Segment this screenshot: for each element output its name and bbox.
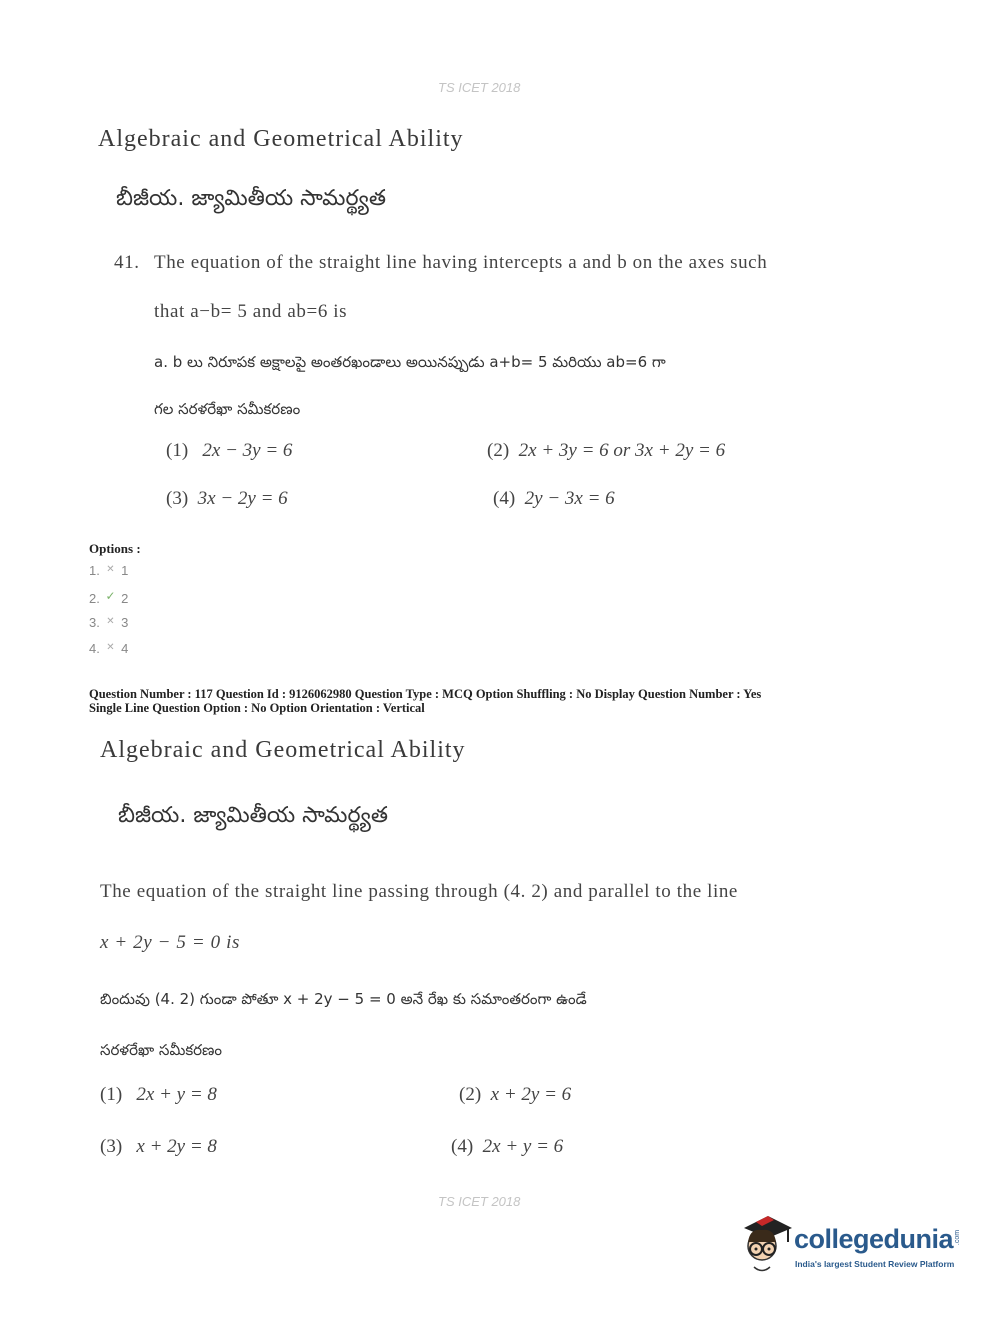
option-number: 3. (89, 615, 100, 630)
question-meta-line1: Question Number : 117 Question Id : 9126062980 Question Type : MCQ Option Shuffling : No Display Question Number : Yes (89, 687, 762, 701)
question2-text-line1: The equation of the straight line passing through (4. 2) and parallel to the line (100, 881, 738, 902)
choice-label: (4) (493, 488, 516, 509)
choice-label: (2) (459, 1084, 482, 1105)
option-value: 2 (121, 591, 129, 606)
logo-wordmark: collegedunia (794, 1224, 954, 1254)
option-number: 2. (89, 591, 100, 606)
question2-text-telugu-line1: బిందువు (4. 2) గుండా పోతూ x + 2y − 5 = 0 అనే రేఖ కు సమాంతరంగా ఉండే (100, 990, 587, 1008)
question-text-telugu-line2: గల సరళరేఖా సమీకరణం (154, 400, 301, 418)
choice-expr: 2x + y = 6 (482, 1136, 564, 1157)
option-value: 1 (121, 563, 129, 578)
check-mark-icon: ✓ (105, 589, 116, 603)
choice-label: (3) (166, 488, 189, 509)
choice-expr: 2x − 3y = 6 (202, 440, 293, 461)
collegedunia-logo[interactable] (734, 1212, 964, 1280)
choice-expr: 2x + y = 8 (136, 1084, 217, 1105)
student-mascot-icon (734, 1212, 792, 1278)
watermark-bottom: TS ICET 2018 (438, 1194, 521, 1209)
options-label: Options : (89, 541, 141, 556)
option-row-2 (89, 589, 128, 606)
choice-1 (166, 440, 292, 462)
section-title: Algebraic and Geometrical Ability (98, 126, 464, 152)
question2-text-telugu-line2: సరళరేఖా సమీకరణం (100, 1041, 223, 1059)
option-number: 4. (89, 641, 100, 656)
choice-label: (1) (166, 440, 189, 461)
choice-expr: 3x − 2y = 6 (197, 488, 288, 509)
q2-choice-4 (451, 1136, 563, 1158)
choice-label: (3) (100, 1136, 123, 1157)
option-row-4 (89, 641, 128, 656)
section-title-telugu-2: బీజీయ. జ్యామితీయ సామర్థ్యత (118, 803, 388, 828)
choice-expr: x + 2y = 8 (136, 1136, 217, 1157)
question2-text-line2: x + 2y − 5 = 0 is (100, 932, 240, 953)
choice-expr: x + 2y = 6 (490, 1084, 572, 1105)
section-title-telugu: బీజీయ. జ్యామితీయ సామర్థ్యత (116, 186, 386, 211)
question-meta-line2: Single Line Question Option : No Option Orientation : Vertical (89, 701, 425, 715)
choice-expr: 2x + 3y = 6 or 3x + 2y = 6 (518, 440, 726, 461)
wrong-mark-icon: ✕ (106, 564, 115, 575)
question-text-line1: The equation of the straight line having intercepts a and b on the axes such (154, 252, 768, 273)
section-title-2: Algebraic and Geometrical Ability (100, 737, 466, 763)
choice-2 (487, 440, 725, 462)
choice-label: (1) (100, 1084, 123, 1105)
q2-choice-3 (100, 1136, 217, 1158)
option-row-1 (89, 563, 128, 578)
q2-choice-2 (459, 1084, 571, 1106)
watermark-top: TS ICET 2018 (438, 80, 521, 95)
question-text-line2: that a−b= 5 and ab=6 is (154, 301, 348, 322)
choice-label: (4) (451, 1136, 474, 1157)
question-number: 41. (114, 252, 140, 273)
option-number: 1. (89, 563, 100, 578)
choice-4 (493, 488, 615, 510)
logo-tagline: India's largest Student Review Platform (795, 1259, 955, 1269)
option-row-3 (89, 615, 128, 630)
choice-label: (2) (487, 440, 510, 461)
logo-suffix: .com (954, 1229, 962, 1246)
option-value: 4 (121, 641, 129, 656)
question-text-telugu-line1: a. b లు నిరూపక అక్షాలపై అంతరఖండాలు అయినప్పుడు a+b= 5 మరియు ab=6 గా (154, 353, 666, 371)
wrong-mark-icon: ✕ (106, 616, 115, 627)
choice-3 (166, 488, 288, 510)
wrong-mark-icon: ✕ (106, 642, 115, 653)
q2-choice-1 (100, 1084, 217, 1106)
option-value: 3 (121, 615, 129, 630)
choice-expr: 2y − 3x = 6 (524, 488, 615, 509)
